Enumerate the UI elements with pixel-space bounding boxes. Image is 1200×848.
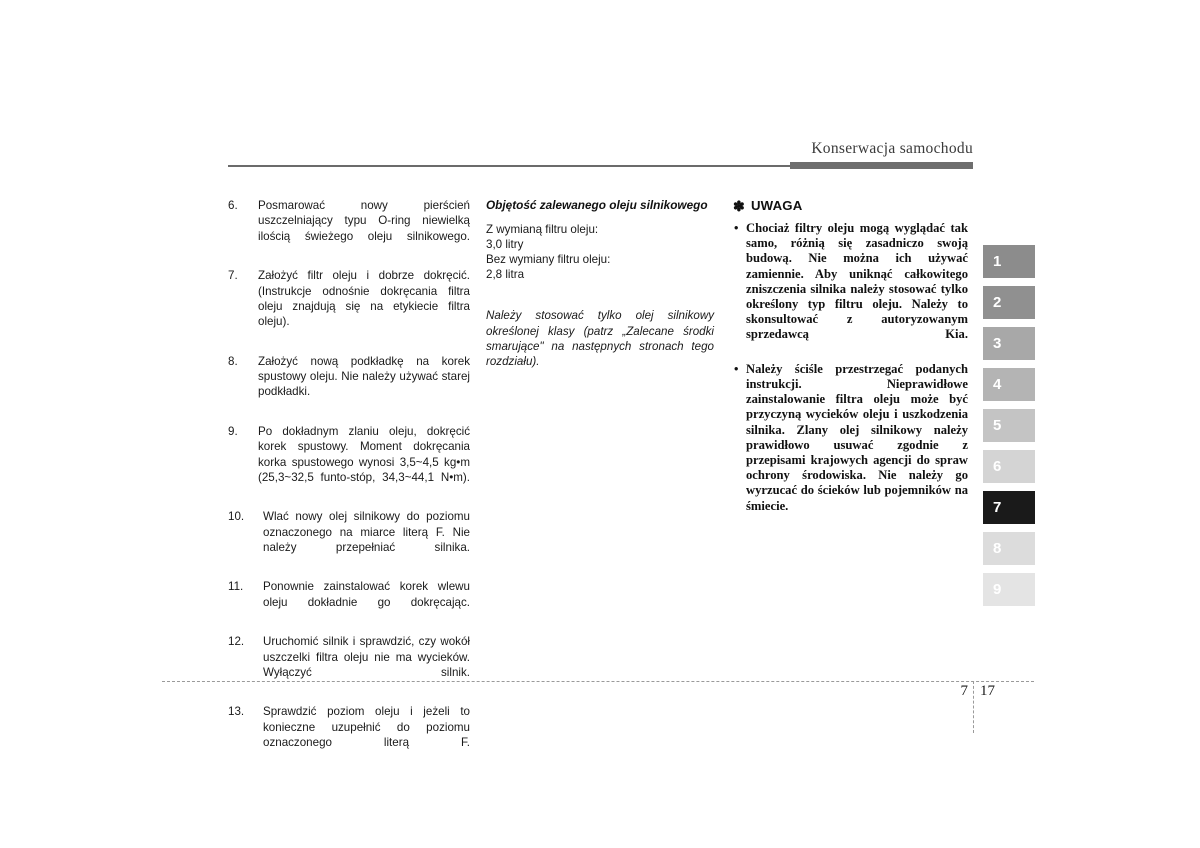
footer-divider	[162, 681, 1034, 682]
chapter-tab-4[interactable]	[983, 368, 1035, 401]
footer-vertical-divider	[973, 681, 974, 733]
list-item-number: 11.	[228, 580, 244, 594]
chapter-tab-label: 5	[993, 417, 1002, 434]
chapter-tab-label: 3	[993, 335, 1002, 352]
list-item-text: Posmarować nowy pierścień uszczelniający typu O-ring niewielką ilością świeżego oleju silnikowego.	[258, 199, 470, 243]
list-item-number: 13.	[228, 705, 245, 719]
list-item	[228, 704, 470, 766]
list-item	[228, 198, 470, 260]
oil-capacity-values	[486, 222, 714, 283]
list-item	[228, 509, 470, 571]
chapter-tab-6[interactable]	[983, 450, 1035, 483]
oil-capacity-line: 3,0 litry	[486, 237, 524, 251]
bullet-icon: •	[734, 221, 739, 235]
list-item-number: 7.	[228, 269, 238, 283]
list-item-text: Ponownie zainstalować korek wlewu oleju dokładnie go dokręcając.	[263, 580, 470, 609]
list-item-number: 10.	[228, 510, 245, 524]
notice-bullet	[733, 362, 968, 529]
list-item	[228, 424, 470, 501]
list-item-number: 8.	[228, 354, 238, 368]
notice-bullet-text: Należy ściśle przestrzegać podanych instrukcji. Nieprawidłowe zainstalowanie filtra oleju może być przyczyną wycieków oleju i uszkodzenia silnika. Zlany olej silnikowy należy prawidłowo usuwać zgodnie z przepisami krajowych agencji do spraw ochrony środowiska. Nie należy go wyrzucać do ścieków lub pojemników na śmiecie.	[746, 361, 968, 513]
chapter-tab-label: 4	[993, 376, 1002, 393]
middle-column	[486, 198, 714, 385]
chapter-tab-5[interactable]	[983, 409, 1035, 442]
notice-bullet-text: Chociaż filtry oleju mogą wyglądać tak samo, różnią się zasadniczo swoją budową. Nie można ich używać zamiennie. Aby uniknąć całkowitego zniszczenia silnika należy stosować tylko określony typ filtru oleju. Należy to skonsultować z autoryzowanym sprzedawcą Kia.	[746, 221, 968, 342]
notice-heading	[733, 198, 968, 213]
list-item-number: 9.	[228, 424, 238, 438]
chapter-tab-strip	[983, 245, 1035, 614]
chapter-tab-label: 9	[993, 581, 1002, 598]
chapter-tab-label: 6	[993, 458, 1002, 475]
bullet-icon: •	[734, 361, 739, 376]
notice-title-text: UWAGA	[750, 198, 803, 213]
list-item-text: Po dokładnym zlaniu oleju, dokręcić korek spustowy. Moment dokręcania korka spustowego wynosi 3,5~4,5 kg•m (25,3~32,5 funto-stóp, 34,3~44,1 N•m).	[258, 424, 470, 484]
left-column	[228, 198, 470, 774]
footer-page-number: 17	[980, 683, 995, 699]
list-item-number: 12.	[228, 635, 245, 649]
page-title: Konserwacja samochodu	[811, 140, 973, 157]
chapter-tab-1[interactable]	[983, 245, 1035, 278]
list-item-text: Założyć nową podkładkę na korek spustowy oleju. Nie należy używać starej podkładki.	[258, 354, 470, 399]
list-item-text: Założyć filtr oleju i dobrze dokręcić. (Instrukcje odnośnie dokręcania filtra oleju znajdują się na etykiecie filtra oleju).	[258, 269, 470, 329]
oil-capacity-heading: Objętość zalewanego oleju silnikowego	[486, 198, 708, 212]
oil-capacity-line: Z wymianą filtru oleju:	[486, 222, 599, 236]
chapter-tab-label: 1	[993, 253, 1002, 270]
list-item-text: Sprawdzić poziom oleju i jeżeli to konieczne uzupełnić do poziomu oznaczonego literą F.	[263, 705, 470, 750]
list-item-number: 6.	[228, 199, 238, 212]
chapter-tab-3[interactable]	[983, 327, 1035, 360]
list-item	[228, 634, 470, 696]
chapter-tab-2[interactable]	[983, 286, 1035, 319]
header-rule-thick	[790, 162, 973, 169]
chapter-tab-label: 8	[993, 540, 1002, 557]
chapter-tab-label: 7	[993, 499, 1002, 516]
chapter-tab-label: 2	[993, 294, 1002, 311]
notice-bullet-list	[733, 221, 968, 529]
list-item-text: Wlać nowy olej silnikowy do poziomu oznaczonego na miarce literą F. Nie należy przepełniać silnika.	[263, 510, 470, 555]
chapter-tab-7[interactable]	[983, 491, 1035, 524]
oil-capacity-line: Bez wymiany filtru oleju:	[486, 253, 611, 266]
right-column	[733, 198, 968, 533]
list-item	[228, 579, 470, 625]
page-header	[228, 140, 973, 172]
page-content	[228, 197, 973, 750]
list-item	[228, 268, 470, 345]
list-item	[228, 354, 470, 416]
oil-grade-note: Należy stosować tylko olej silnikowy określonej klasy (patrz „Zalecane środki smarujące" na następnych stronach tego rozdziału).	[486, 309, 714, 369]
footer-chapter-number: 7	[960, 683, 968, 699]
chapter-tab-9[interactable]	[983, 573, 1035, 606]
oil-capacity-line: 2,8 litra	[486, 268, 525, 282]
chapter-tab-8[interactable]	[983, 532, 1035, 565]
list-item-text: Uruchomić silnik i sprawdzić, czy wokół uszczelki filtra oleju nie ma wycieków. Wyłączyć silnik.	[263, 635, 470, 679]
notice-bullet	[733, 221, 968, 358]
asterisk-icon: ✽	[733, 197, 745, 214]
